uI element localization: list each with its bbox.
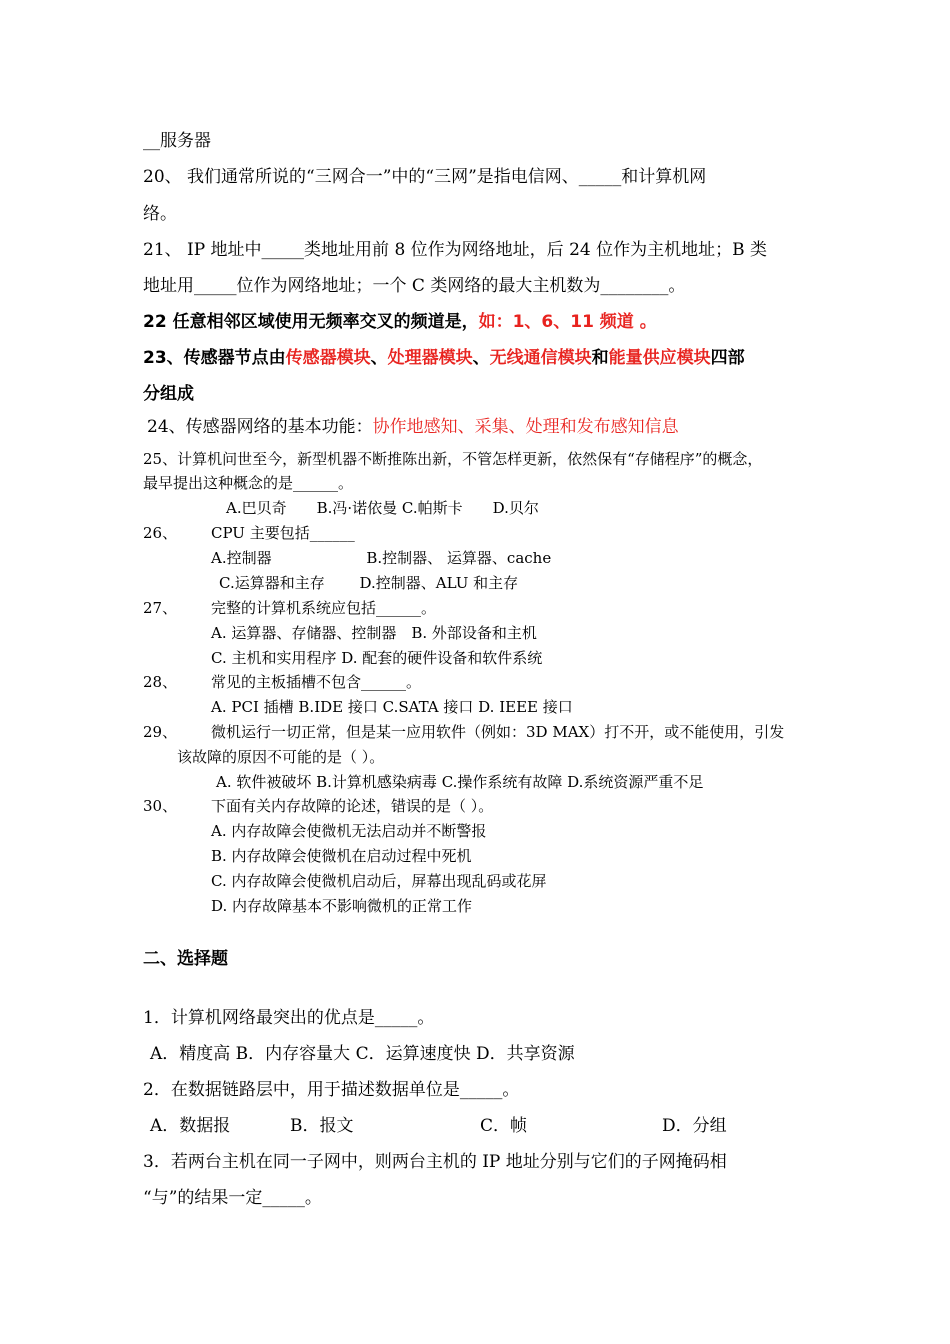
q29-number: 29、 [143,723,178,741]
s3-line1: 3．若两台主机在同一子网中，则两台主机的 IP 地址分别与它们的子网掩码相 [143,1152,727,1172]
q22-line [143,307,657,332]
s1-stem: 1．计算机网络最突出的优点是_____。 [143,1008,435,1028]
q28-options: A. PCI 插槽 B.IDE 接口 C.SATA 接口 D. IEEE 接口 [211,698,573,716]
q22-prefix: 22 任意相邻区域使用无频率交叉的频道是， [143,312,479,332]
q29-stem: 微机运行一切正常，但是某一应用软件（例如：3D MAX）打不开，或不能使用，引发 [211,723,785,741]
q21-line2: 地址用_____位作为网络地址；一个 C 类网络的最大主机数为________。 [143,276,686,296]
q25-line1: 25、计算机问世至今，新型机器不断推陈出新，不管怎样更新，依然保有“存储程序”的概念， [143,450,763,468]
s2-stem: 2．在数据链路层中，用于描述数据单位是_____。 [143,1080,520,1100]
q24-answer: 协作地感知、采集、处理和发布感知信息 [372,417,679,437]
q26-stem: CPU 主要包括______ [211,524,355,542]
q30-option-a: A. 内存故障会使微机无法启动并不断警报 [211,822,487,840]
q28-number: 28、 [143,673,178,691]
q23-prefix: 23、传感器节点由 [143,348,286,368]
q24-prefix: 24、传感器网络的基本功能： [147,417,373,437]
q23-part2: 处理器模块 [387,348,473,368]
q22-answer: 如：1、6、11 频道 。 [478,312,657,332]
q26-number: 26、 [143,524,178,542]
q27-number: 27、 [143,599,178,617]
s2-option-a: A．数据报 [150,1116,231,1136]
q27-options-2: C. 主机和实用程序 D. 配套的硬件设备和软件系统 [211,649,543,667]
q23-sep2: 、 [472,348,490,368]
q30-option-d: D. 内存故障基本不影响微机的正常工作 [211,897,473,915]
q21-number: 21、 [143,240,182,260]
q20-line2: 络。 [143,204,177,224]
q23-part4: 能量供应模块 [608,348,711,368]
q23-part1: 传感器模块 [285,348,371,368]
q27-stem: 完整的计算机系统应包括______。 [211,599,437,617]
s3-line2: “与”的结果一定_____。 [143,1188,322,1208]
q23-line1 [143,343,745,368]
q25-line2: 最早提出这种概念的是______。 [143,474,354,492]
q20-number: 20、 [143,167,182,187]
s2-option-d: D．分组 [662,1116,727,1136]
q21-line1: IP 地址中_____类地址用前 8 位作为网络地址，后 24 位作为主机地址；B 类 [187,240,768,260]
q29-stem-2: 该故障的原因不可能的是（ ）。 [177,748,385,766]
s1-options: A．精度高 B．内存容量大 C．运算速度快 D．共享资源 [150,1044,575,1064]
section-2-title: 二、选择题 [143,949,228,969]
q29-options: A. 软件被破坏 B.计算机感染病毒 C.操作系统有故障 D.系统资源严重不足 [216,773,704,791]
q23-part3: 无线通信模块 [489,348,592,368]
q23-suffix: 四部 [710,348,745,368]
q23-and: 和 [591,348,609,368]
q28-stem: 常见的主板插槽不包含______。 [211,673,422,691]
s2-option-c: C．帧 [480,1116,528,1136]
q27-options-1: A. 运算器、存储器、控制器 B. 外部设备和主机 [211,624,537,642]
q25-options: A.巴贝奇 B.冯·诺依曼 C.帕斯卡 D.贝尔 [226,499,539,517]
q23-sep1: 、 [370,348,388,368]
s2-option-b: B．报文 [290,1116,354,1136]
q26-options-1: A.控制器 B.控制器、 运算器、cache [211,549,552,567]
q23-line2: 分组成 [143,384,194,404]
q24-line [147,412,679,437]
q30-number: 30、 [143,797,178,815]
q26-options-2: C.运算器和主存 D.控制器、ALU 和主存 [219,574,519,592]
q30-option-b: B. 内存故障会使微机在启动过程中死机 [211,847,472,865]
q20-line1: 我们通常所说的“三网合一”中的“三网”是指电信网、_____和计算机网 [187,167,707,187]
q30-stem: 下面有关内存故障的论述，错误的是（ ）。 [211,797,494,815]
q30-option-c: C. 内存故障会使微机启动后，屏幕出现乱码或花屏 [211,872,547,890]
q19-tail: __服务器 [143,131,211,151]
